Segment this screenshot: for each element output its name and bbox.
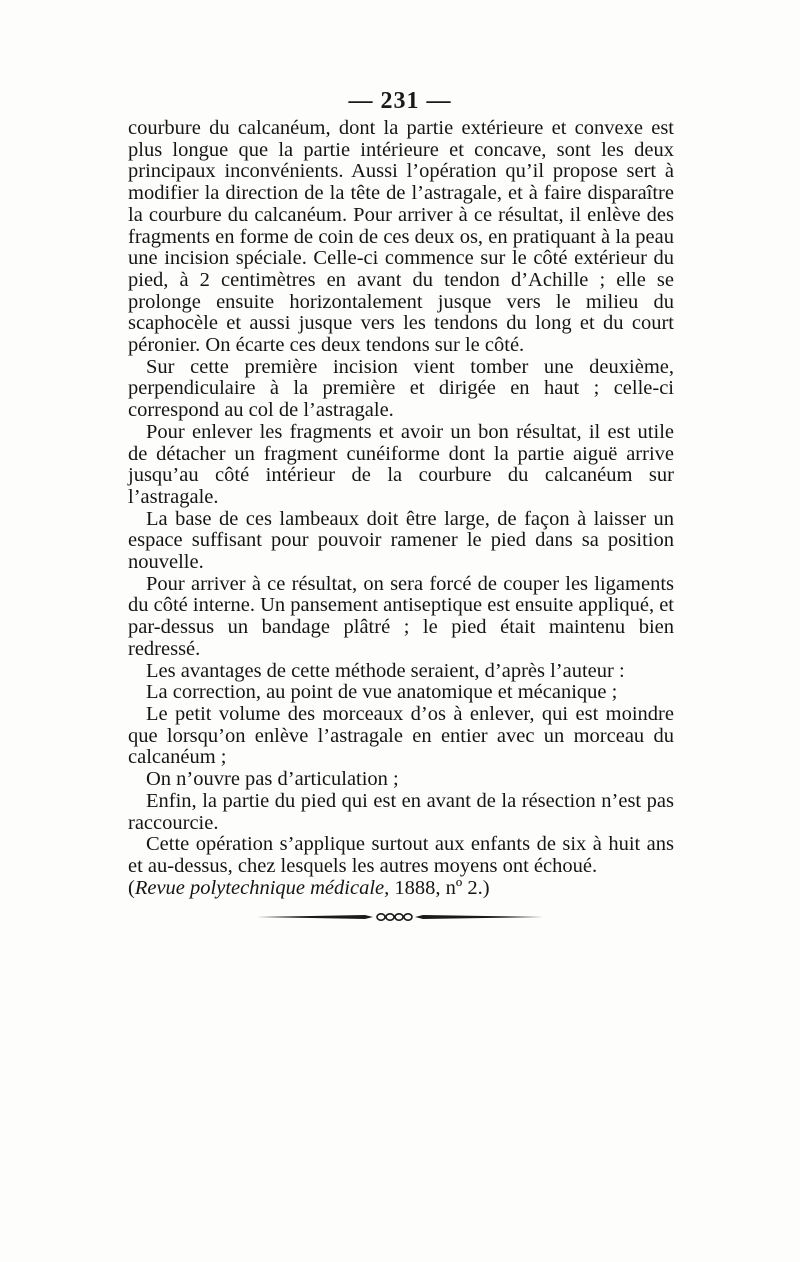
paragraph-10: Enfin, la partie du pied qui est en avant de la résection n’est pas raccourcie. (128, 789, 674, 834)
paragraph-3: Pour enlever les fragments et avoir un bon résultat, il est utile de détacher un fragment cunéiforme dont la partie aiguë arrive jusqu’au côté intérieur de la courbure du calcanéum sur l’astragale. (128, 420, 674, 508)
paragraph-5: Pour arriver à ce résultat, on sera forcé de couper les ligaments du côté interne. Un pansement antiseptique est ensuite appliqué, et par-dessus un bandage plâtré ; le pied était maintenu bien redressé. (128, 572, 674, 660)
typographic-rule-ornament-icon (255, 904, 545, 930)
paragraph-4: La base de ces lambeaux doit être large, de façon à laisser un espace suffisant pour pouvoir ramener le pied dans sa position nouvelle. (128, 507, 674, 574)
paragraph-1: courbure du calcanéum, dont la partie extérieure et convexe est plus longue que la partie intérieure et concave, sont les deux principaux inconvénients. Aussi l’opération qu’il propose sert à modifier la direction de la tête de l’astragale, et à faire disparaître la courbure du calcanéum. Pour arriver à ce résultat, il enlève des fragments en forme de coin de ces deux os, en pratiquant à la peau une incision spéciale. Celle-ci commence sur le côté extérieur du pied, à 2 centimètres en avant du tendon d’Achille ; elle se prolonge ensuite horizontalement jusque vers le milieu du scaphocèle et aussi jusque vers les tendons du long et du court péronier. On écarte ces deux tendons sur le côté. (128, 117, 674, 357)
paragraph-6: Les avantages de cette méthode seraient, d’après l’auteur : (146, 659, 625, 682)
paragraph-7: La correction, au point de vue anatomique et mécanique ; (146, 681, 618, 704)
paragraph-2: Sur cette première incision vient tomber une deuxième, perpendiculaire à la première et dirigée en haut ; celle-ci correspond au col de l’astragale. (128, 355, 674, 422)
citation-details: 1888, nº 2.) (389, 876, 490, 899)
paragraph-11: Cette opération s’applique surtout aux enfants de six à huit ans et au-dessus, chez lesquels les autres moyens ont échoué. (128, 833, 674, 877)
citation-open: ( (128, 876, 135, 899)
body-text (128, 118, 674, 899)
citation (128, 878, 674, 900)
paragraph-8: Le petit volume des morceaux d’os à enlever, qui est moindre que lorsqu’on enlève l’astragale en entier avec un morceau du calcanéum ; (128, 702, 674, 769)
page-number: — 231 — (348, 88, 452, 114)
paragraph-9: On n’ouvre pas d’articulation ; (146, 768, 399, 791)
citation-journal: Revue polytechnique médicale, (134, 876, 390, 899)
